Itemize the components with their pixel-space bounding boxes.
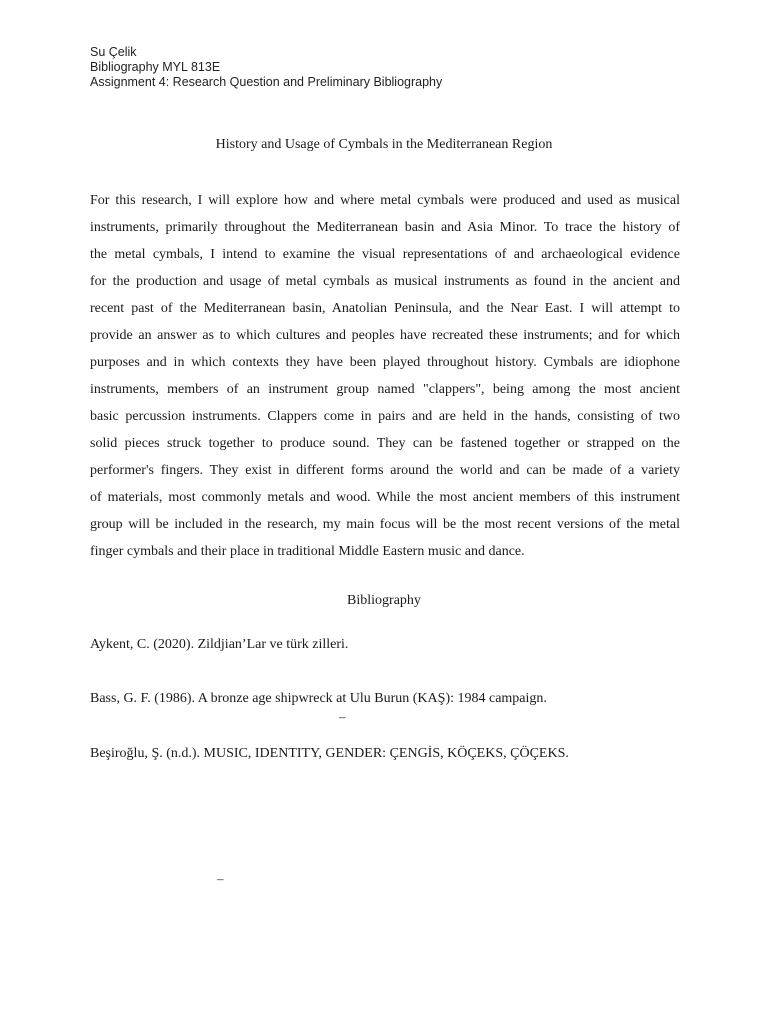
document-header — [90, 45, 442, 90]
bibliography-entry: Beşiroğlu, Ş. (n.d.). MUSIC, IDENTITY, GENDER: ÇENGİS, KÖÇEKS, ÇÖÇEKS. — [90, 746, 569, 761]
paragraph-line: for the production and usage of metal cymbals as musical instruments as found in the ancient and — [90, 274, 680, 289]
paragraph-line: recent past of the Mediterranean basin, Anatolian Peninsula, and the Near East. I will attempt to — [90, 301, 680, 316]
paragraph-line: purposes and in which contexts they have been played throughout history. Cymbals are idiophone — [90, 355, 680, 370]
course-title: Bibliography MYL 813E — [90, 60, 221, 74]
research-paragraph — [90, 187, 680, 565]
paragraph-line: instruments, primarily throughout the Mediterranean basin and Asia Minor. To trace the history of — [90, 220, 680, 235]
paragraph-line: performer's fingers. They exist in different forms around the world and can be made of a variety — [90, 463, 680, 478]
paragraph-line: finger cymbals and their place in traditional Middle Eastern music and dance. — [90, 544, 525, 559]
bibliography-heading: Bibliography — [347, 593, 421, 608]
bibliography-entry: Bass, G. F. (1986). A bronze age shipwreck at Ulu Burun (KAŞ): 1984 campaign. — [90, 691, 547, 706]
paragraph-line: group will be included in the research, my main focus will be the most recent versions of the metal — [90, 517, 680, 532]
author-name: Su Çelik — [90, 45, 137, 59]
paragraph-line: instruments, members of an instrument group named "clappers", being among the most ancient — [90, 382, 680, 397]
paragraph-line: basic percussion instruments. Clappers come in pairs and are held in the hands, consisting of two — [90, 409, 680, 424]
paper-title: History and Usage of Cymbals in the Mediterranean Region — [215, 137, 553, 152]
bibliography-entry: Aykent, C. (2020). Zildjian’Lar ve türk zilleri. — [90, 637, 349, 652]
paragraph-line: the metal cymbals, I intend to examine the visual representations of and archaeological evidence — [90, 247, 680, 262]
paragraph-line: For this research, I will explore how and where metal cymbals were produced and used as musical — [90, 193, 680, 208]
dash-mark: – — [339, 709, 346, 724]
paragraph-line: of materials, most commonly metals and wood. While the most ancient members of this instrument — [90, 490, 680, 505]
paragraph-line: provide an answer as to which cultures and peoples have recreated these instruments; and for which — [90, 328, 680, 343]
assignment-title: Assignment 4: Research Question and Preliminary Bibliography — [90, 75, 443, 89]
dash-mark: – — [217, 871, 224, 886]
paragraph-line: solid pieces struck together to produce sound. They can be fastened together or strapped on the — [90, 436, 680, 451]
